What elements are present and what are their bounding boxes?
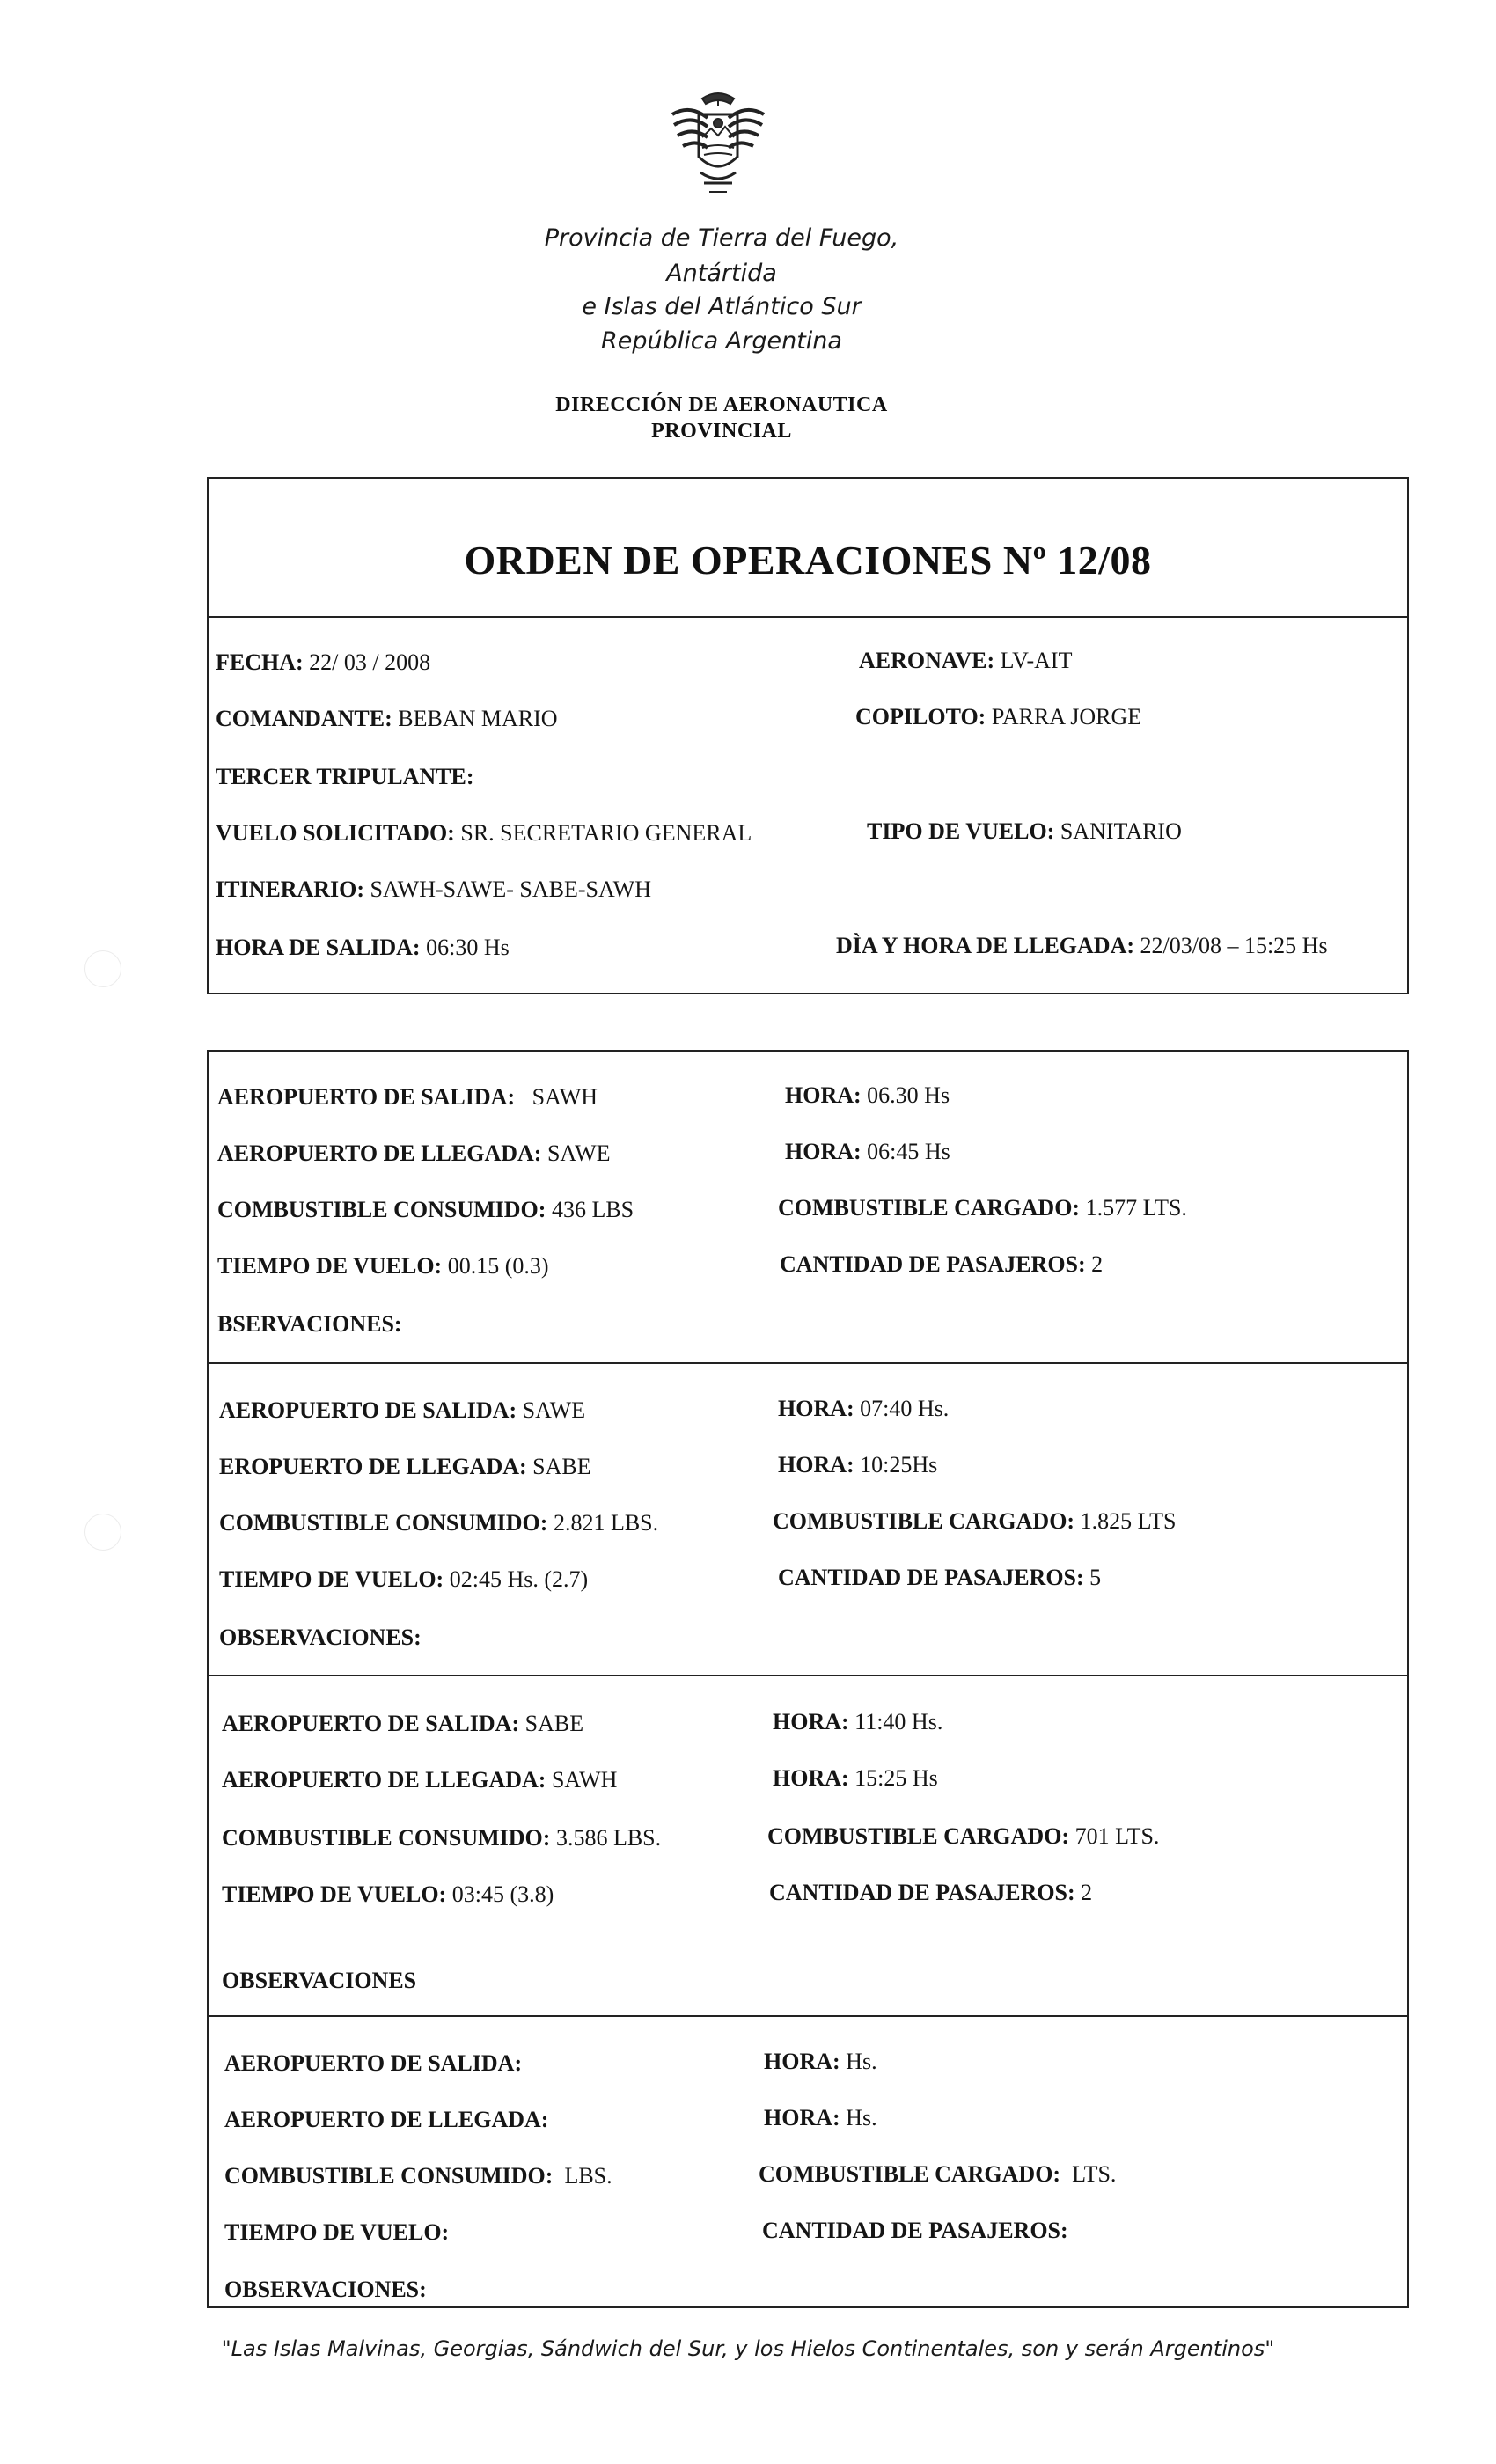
llegada-label: DÌA Y HORA DE LLEGADA: bbox=[836, 933, 1135, 958]
leg3-departure-value: SABE bbox=[524, 1711, 584, 1736]
leg3-arrival-label: AEROPUERTO DE LLEGADA: bbox=[222, 1767, 546, 1793]
leg3-departure-label: AEROPUERTO DE SALIDA: bbox=[222, 1711, 520, 1736]
leg1-hora2-value: 06:45 Hs bbox=[867, 1139, 950, 1164]
leg3-hora1-label: HORA: bbox=[773, 1709, 849, 1734]
leg1-hora1-row bbox=[785, 1082, 950, 1109]
fecha-value: 22/ 03 / 2008 bbox=[309, 649, 431, 675]
itinerario-value: SAWH-SAWE- SABE-SAWH bbox=[370, 876, 651, 902]
leg2-arrival-label: EROPUERTO DE LLEGADA: bbox=[219, 1454, 527, 1479]
aeronave-label: AERONAVE: bbox=[859, 648, 995, 673]
leg4-pax-row bbox=[762, 2218, 1068, 2244]
direction-line-1: DIRECCIÓN DE AERONAUTICA bbox=[555, 393, 888, 416]
aeronave-row bbox=[859, 648, 1072, 674]
leg3-time-row bbox=[222, 1881, 554, 1908]
direction-line-2: PROVINCIAL bbox=[651, 420, 792, 443]
leg1-arrival-row bbox=[217, 1140, 611, 1167]
leg2-fuel-used-row bbox=[219, 1510, 658, 1536]
comandante-row bbox=[216, 706, 558, 732]
leg3-hora2-value: 15:25 Hs bbox=[854, 1765, 938, 1791]
leg1-hora2-row bbox=[785, 1139, 950, 1165]
leg1-time-row bbox=[217, 1253, 549, 1280]
leg1-hora1-value: 06.30 Hs bbox=[867, 1082, 950, 1108]
leg3-pax-label: CANTIDAD DE PASAJEROS: bbox=[769, 1880, 1075, 1905]
leg2-fuel-load-label: COMBUSTIBLE CARGADO: bbox=[773, 1508, 1075, 1534]
leg2-hora2-value: 10:25Hs bbox=[860, 1452, 938, 1478]
leg3-fuel-used-row bbox=[222, 1825, 661, 1852]
leg4-time-label: TIEMPO DE VUELO: bbox=[224, 2219, 450, 2245]
province-line-4: República Argentina bbox=[601, 327, 842, 355]
province-line-3: e Islas del Atlántico Sur bbox=[582, 293, 862, 320]
leg4-observations-label bbox=[224, 2277, 427, 2303]
leg4-observations-text: OBSERVACIONES: bbox=[224, 2277, 427, 2302]
leg-divider-1 bbox=[207, 1362, 1409, 1364]
leg1-fuel-used-row bbox=[217, 1197, 634, 1223]
tipo-vuelo-value: SANITARIO bbox=[1060, 818, 1182, 844]
leg1-time-value: 00.15 (0.3) bbox=[447, 1253, 549, 1279]
leg-divider-3 bbox=[207, 2015, 1409, 2017]
leg4-fuel-used-label: COMBUSTIBLE CONSUMIDO: bbox=[224, 2163, 554, 2189]
leg3-observations-text: OBSERVACIONES bbox=[222, 1968, 417, 1993]
leg2-fuel-load-value: 1.825 LTS bbox=[1080, 1508, 1177, 1534]
leg2-observations-label bbox=[219, 1624, 422, 1651]
leg2-departure-value: SAWE bbox=[522, 1397, 586, 1423]
leg3-time-label: TIEMPO DE VUELO: bbox=[222, 1881, 447, 1907]
order-title: ORDEN DE OPERACIONES Nº 12/08 bbox=[464, 538, 1152, 583]
order-title-divider bbox=[207, 616, 1409, 618]
scan-punch-hole-mark bbox=[84, 1514, 121, 1551]
leg2-time-row bbox=[219, 1566, 588, 1593]
province-line-1: Provincia de Tierra del Fuego, bbox=[544, 224, 899, 252]
aeronave-value: LV-AIT bbox=[1000, 648, 1073, 673]
provincial-coat-of-arms-icon bbox=[664, 88, 773, 201]
leg2-fuel-load-row bbox=[773, 1508, 1176, 1535]
leg1-fuel-load-value: 1.577 LTS. bbox=[1085, 1195, 1187, 1221]
leg4-hora1-label: HORA: bbox=[764, 2049, 840, 2074]
leg4-fuel-load-value: LTS. bbox=[1072, 2161, 1117, 2187]
comandante-value: BEBAN MARIO bbox=[398, 706, 558, 731]
leg4-fuel-load-row bbox=[759, 2161, 1116, 2188]
leg2-hora2-label: HORA: bbox=[778, 1452, 854, 1478]
leg3-hora1-value: 11:40 Hs. bbox=[854, 1709, 943, 1734]
llegada-row bbox=[836, 933, 1328, 959]
leg3-hora2-label: HORA: bbox=[773, 1765, 849, 1791]
hora-salida-row bbox=[216, 935, 510, 961]
leg2-pax-value: 5 bbox=[1089, 1565, 1102, 1590]
leg-divider-2 bbox=[207, 1675, 1409, 1676]
fecha-label: FECHA: bbox=[216, 649, 304, 675]
leg4-hora1-row bbox=[764, 2049, 877, 2075]
leg3-arrival-row bbox=[222, 1767, 617, 1793]
leg3-time-value: 03:45 (3.8) bbox=[451, 1881, 554, 1907]
copiloto-label: COPILOTO: bbox=[855, 704, 986, 730]
leg1-arrival-value: SAWE bbox=[546, 1140, 611, 1166]
leg3-fuel-load-row bbox=[767, 1823, 1159, 1850]
leg3-fuel-load-label: COMBUSTIBLE CARGADO: bbox=[767, 1823, 1070, 1849]
leg1-observations-label bbox=[217, 1311, 402, 1338]
leg4-arrival-row bbox=[224, 2107, 548, 2133]
footer-motto: "Las Islas Malvinas, Georgias, Sándwich del Sur, y los Hielos Continentales, son y serán Argentinos" bbox=[221, 2336, 1275, 2361]
leg1-hora1-label: HORA: bbox=[785, 1082, 862, 1108]
leg3-arrival-value: SAWH bbox=[551, 1767, 618, 1793]
leg2-hora1-row bbox=[778, 1396, 949, 1422]
itinerario-row bbox=[216, 876, 651, 903]
leg2-fuel-used-value: 2.821 LBS. bbox=[553, 1510, 659, 1536]
leg4-fuel-used-value: LBS. bbox=[564, 2163, 612, 2189]
leg3-fuel-used-label: COMBUSTIBLE CONSUMIDO: bbox=[222, 1825, 551, 1851]
comandante-label: COMANDANTE: bbox=[216, 706, 392, 731]
leg4-pax-label: CANTIDAD DE PASAJEROS: bbox=[762, 2218, 1068, 2243]
leg2-time-label: TIEMPO DE VUELO: bbox=[219, 1566, 444, 1592]
leg1-departure-value: SAWH bbox=[520, 1084, 598, 1110]
fecha-row bbox=[216, 649, 430, 676]
vuelo-solicitado-label: VUELO SOLICITADO: bbox=[216, 820, 455, 846]
leg2-arrival-value: SABE bbox=[532, 1454, 591, 1479]
leg2-pax-row bbox=[778, 1565, 1101, 1591]
leg4-hora1-value: Hs. bbox=[846, 2049, 877, 2074]
leg1-hora2-label: HORA: bbox=[785, 1139, 862, 1164]
leg1-time-label: TIEMPO DE VUELO: bbox=[217, 1253, 443, 1279]
leg2-hora1-label: HORA: bbox=[778, 1396, 854, 1421]
order-box bbox=[207, 477, 1409, 994]
scan-punch-hole-mark bbox=[84, 950, 121, 987]
tercer-tripulante-label: TERCER TRIPULANTE: bbox=[216, 764, 474, 789]
leg3-hora1-row bbox=[773, 1709, 942, 1735]
leg2-hora1-value: 07:40 Hs. bbox=[860, 1396, 950, 1421]
leg4-fuel-load-label: COMBUSTIBLE CARGADO: bbox=[759, 2161, 1061, 2187]
copiloto-value: PARRA JORGE bbox=[991, 704, 1142, 730]
leg3-pax-row bbox=[769, 1880, 1092, 1906]
leg4-hora2-row bbox=[764, 2105, 877, 2131]
leg3-fuel-used-value: 3.586 LBS. bbox=[555, 1825, 662, 1851]
leg4-time-row bbox=[224, 2219, 449, 2246]
tipo-vuelo-row bbox=[867, 818, 1182, 845]
leg4-fuel-used-row bbox=[224, 2163, 612, 2189]
leg2-hora2-row bbox=[778, 1452, 937, 1478]
leg4-arrival-label: AEROPUERTO DE LLEGADA: bbox=[224, 2107, 549, 2132]
leg2-fuel-used-label: COMBUSTIBLE CONSUMIDO: bbox=[219, 1510, 548, 1536]
leg3-pax-value: 2 bbox=[1081, 1880, 1093, 1905]
leg2-arrival-row bbox=[219, 1454, 591, 1480]
leg1-fuel-load-label: COMBUSTIBLE CARGADO: bbox=[778, 1195, 1081, 1221]
leg4-departure-label: AEROPUERTO DE SALIDA: bbox=[224, 2050, 523, 2076]
leg1-observations-text: BSERVACIONES: bbox=[217, 1311, 402, 1337]
llegada-value: 22/03/08 – 15:25 Hs bbox=[1140, 933, 1328, 958]
leg1-departure-label: AEROPUERTO DE SALIDA: bbox=[217, 1084, 516, 1110]
vuelo-solicitado-value: SR. SECRETARIO GENERAL bbox=[460, 820, 752, 846]
leg1-fuel-used-value: 436 LBS bbox=[551, 1197, 634, 1222]
leg1-fuel-used-label: COMBUSTIBLE CONSUMIDO: bbox=[217, 1197, 546, 1222]
leg1-arrival-label: AEROPUERTO DE LLEGADA: bbox=[217, 1140, 542, 1166]
leg2-departure-label: AEROPUERTO DE SALIDA: bbox=[219, 1397, 517, 1423]
leg3-hora2-row bbox=[773, 1765, 938, 1792]
leg1-pax-value: 2 bbox=[1091, 1251, 1104, 1277]
leg2-departure-row bbox=[219, 1397, 585, 1424]
hora-salida-label: HORA DE SALIDA: bbox=[216, 935, 421, 960]
leg4-hora2-label: HORA: bbox=[764, 2105, 840, 2130]
leg3-departure-row bbox=[222, 1711, 583, 1737]
leg1-pax-label: CANTIDAD DE PASAJEROS: bbox=[780, 1251, 1086, 1277]
leg1-fuel-load-row bbox=[778, 1195, 1187, 1221]
leg1-pax-row bbox=[780, 1251, 1103, 1278]
copiloto-row bbox=[855, 704, 1141, 730]
leg4-departure-row bbox=[224, 2050, 522, 2077]
leg3-observations-label bbox=[222, 1968, 416, 1994]
province-line-2: Antártida bbox=[666, 260, 777, 287]
tercer-tripulante-row bbox=[216, 764, 474, 790]
leg2-time-value: 02:45 Hs. (2.7) bbox=[449, 1566, 589, 1592]
hora-salida-value: 06:30 Hs bbox=[426, 935, 510, 960]
leg4-hora2-value: Hs. bbox=[846, 2105, 877, 2130]
leg1-departure-row bbox=[217, 1084, 598, 1111]
leg3-fuel-load-value: 701 LTS. bbox=[1074, 1823, 1160, 1849]
vuelo-solicitado-row bbox=[216, 820, 752, 847]
leg2-pax-label: CANTIDAD DE PASAJEROS: bbox=[778, 1565, 1084, 1590]
itinerario-label: ITINERARIO: bbox=[216, 876, 365, 902]
tipo-vuelo-label: TIPO DE VUELO: bbox=[867, 818, 1055, 844]
leg2-observations-text: OBSERVACIONES: bbox=[219, 1624, 422, 1650]
